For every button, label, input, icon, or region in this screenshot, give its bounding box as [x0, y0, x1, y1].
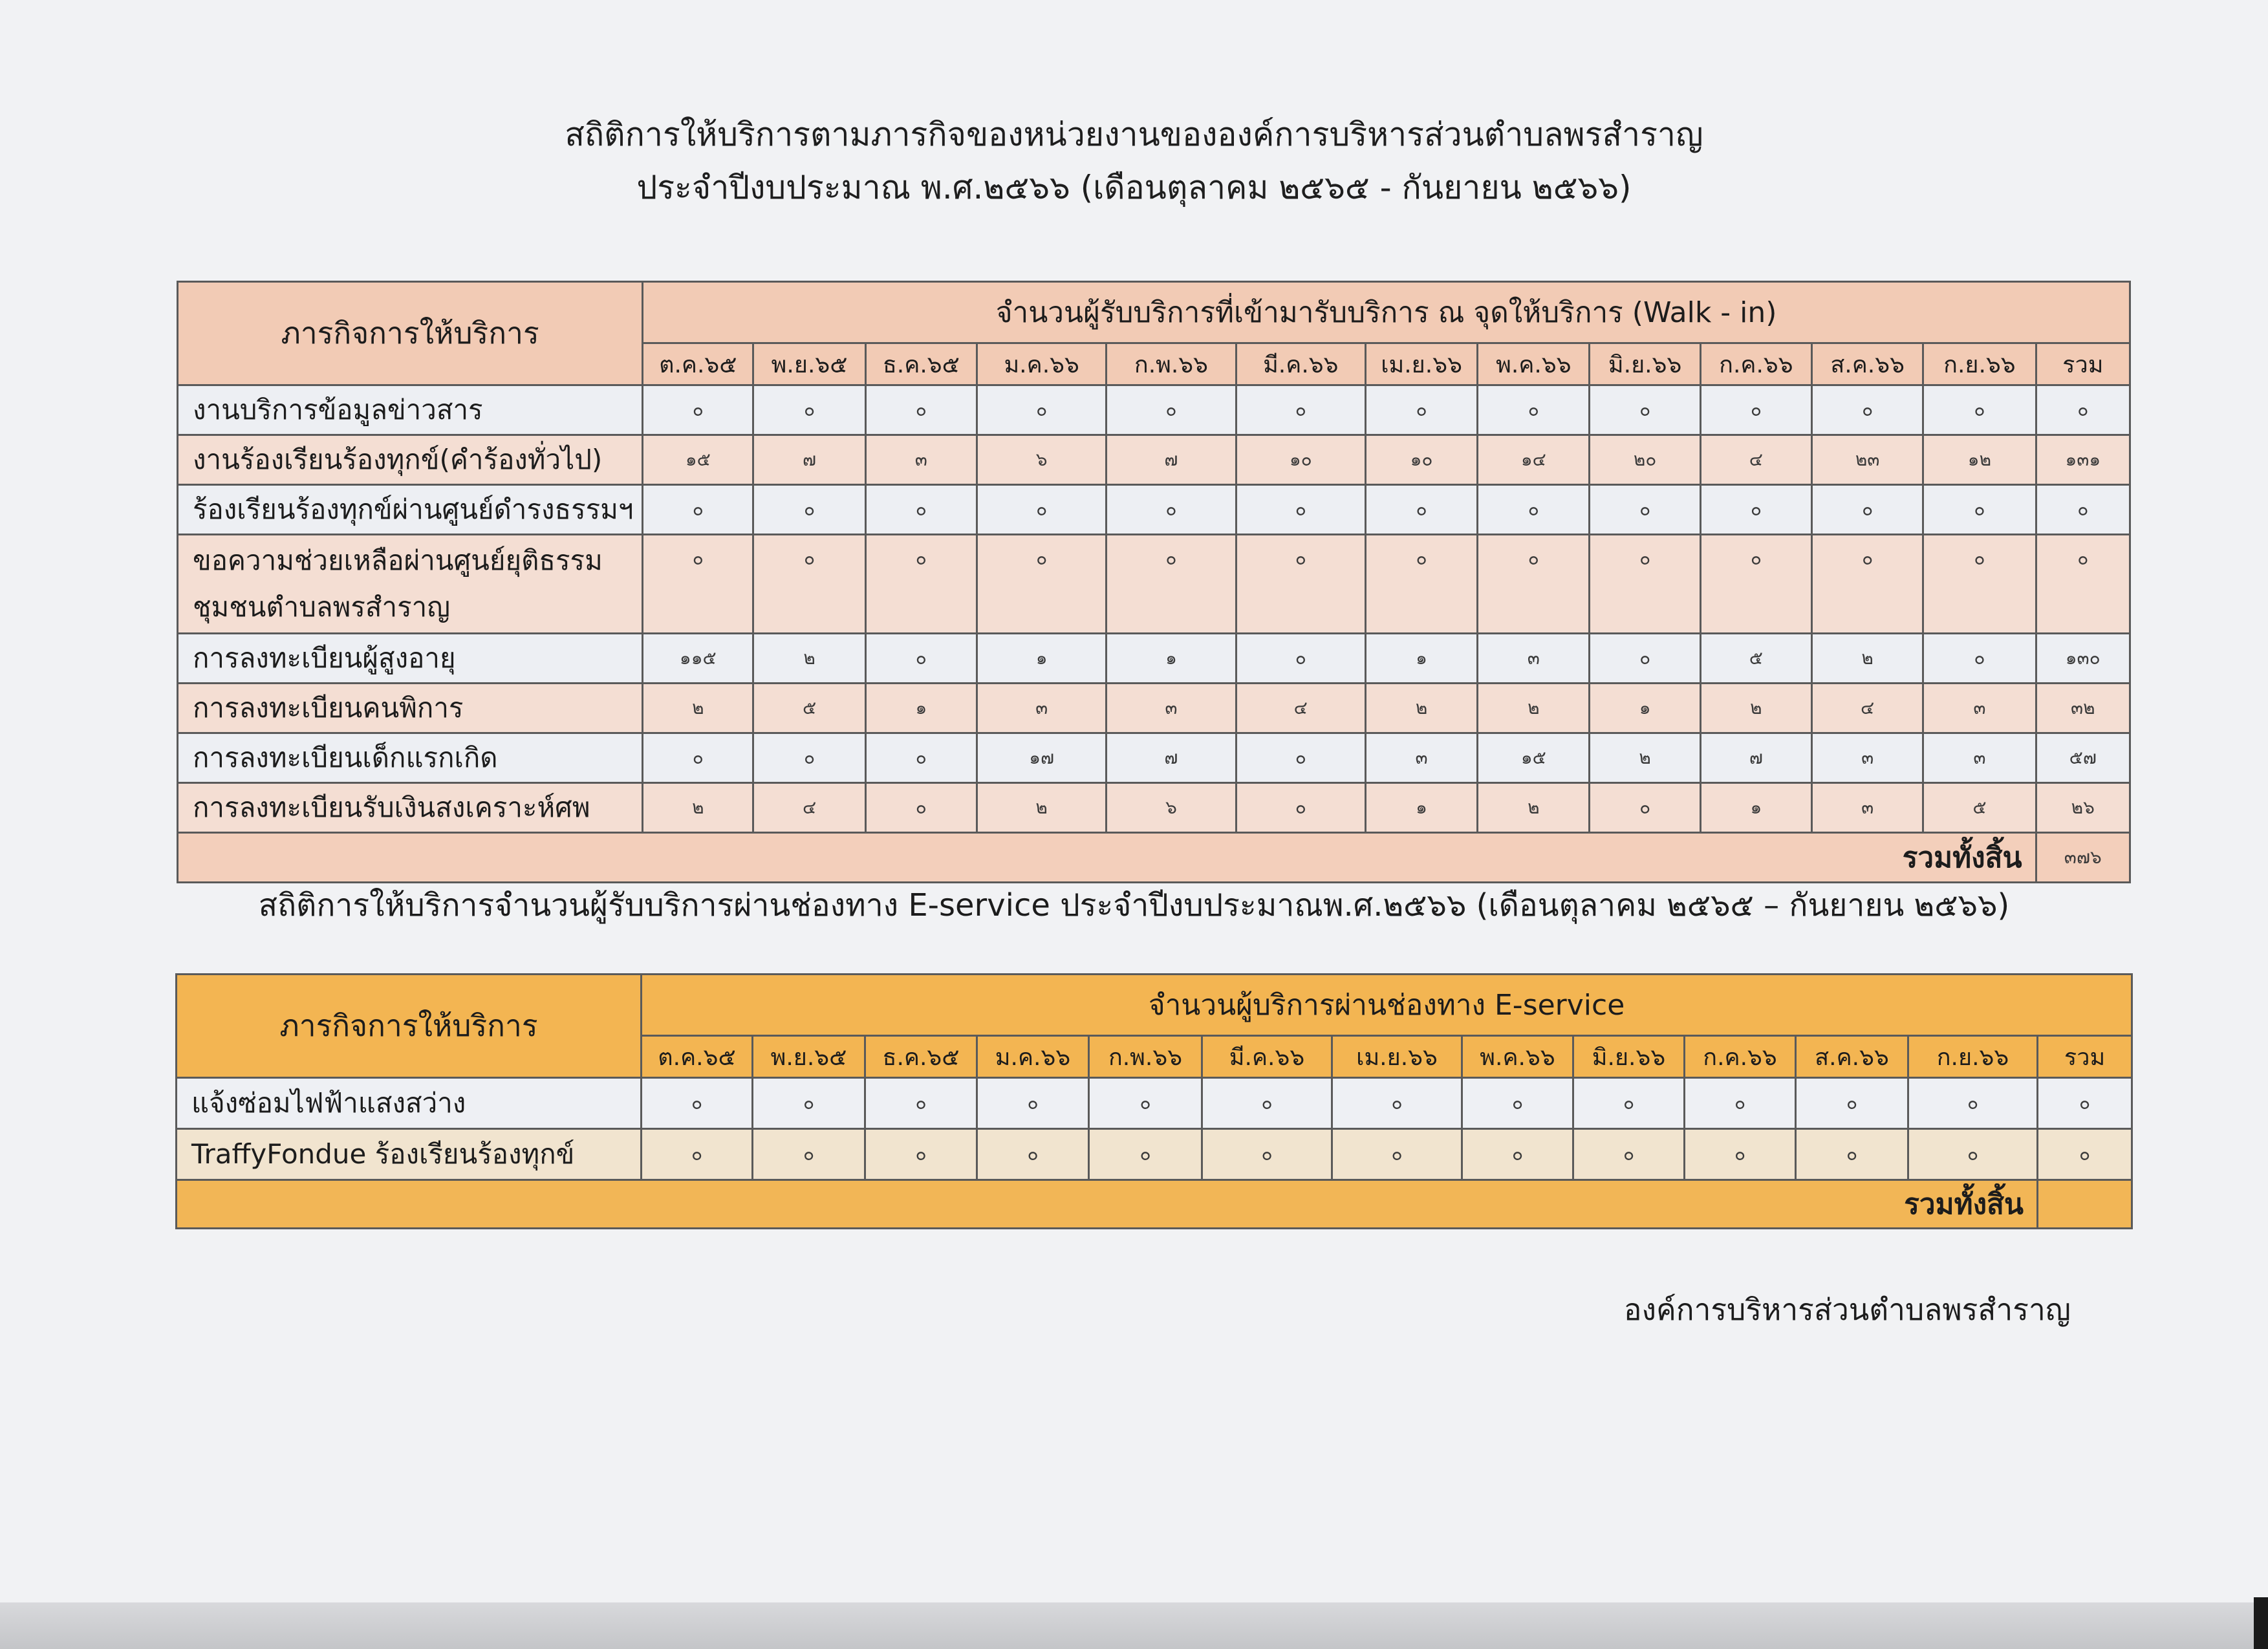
value-cell: ๐: [1202, 1129, 1332, 1180]
page-title: สถิติการให้บริการตามภารกิจของหน่วยงานขององค์การบริหารส่วนตำบลพรสำราญ: [565, 116, 1703, 153]
value-cell: ๐: [753, 1078, 865, 1129]
value-cell: ๐: [977, 385, 1106, 435]
month-header: พ.ย.๖๕: [753, 343, 865, 385]
month-header: เม.ย.๖๖: [1365, 343, 1477, 385]
value-cell: ๗: [1107, 435, 1236, 485]
value-cell: ๕: [1700, 634, 1811, 684]
table-row: [178, 435, 2130, 485]
value-cell: ๐: [1590, 385, 1700, 435]
value-cell: ๐: [1236, 485, 1365, 535]
value-cell: ๐: [1812, 485, 1923, 535]
value-cell: ๒: [1365, 684, 1477, 733]
value-cell: ๐: [1812, 535, 1923, 634]
value-cell: ๐: [1685, 1078, 1796, 1129]
value-cell: ๑: [1365, 634, 1477, 684]
total-value: ๓๗๖: [2036, 833, 2130, 883]
value-cell: ๐: [1332, 1129, 1462, 1180]
value-cell: ๐: [1923, 385, 2036, 435]
value-cell: ๒: [1812, 634, 1923, 684]
value-cell: ๒๓: [1812, 435, 1923, 485]
value-cell: ๐: [2036, 535, 2130, 634]
month-header: ม.ค.๖๖: [977, 1036, 1089, 1078]
value-cell: ๐: [753, 485, 865, 535]
value-cell: ๔: [1236, 684, 1365, 733]
value-cell: ๐: [865, 1078, 977, 1129]
value-cell: ๓: [1365, 733, 1477, 783]
value-cell: ๑: [1107, 634, 1236, 684]
value-cell: ๐: [1700, 485, 1811, 535]
row-label: การลงทะเบียนรับเงินสงเคราะห์ศพ: [178, 783, 643, 833]
total-label: รวมทั้งสิ้น: [177, 1180, 2038, 1229]
value-cell: ๐: [1107, 385, 1236, 435]
table-row: [178, 783, 2130, 833]
value-cell: ๔: [1812, 684, 1923, 733]
scan-edge-mark: [2254, 1597, 2268, 1649]
value-cell: ๑๒: [1923, 435, 2036, 485]
value-cell: ๒: [1478, 783, 1590, 833]
month-header: ก.พ.๖๖: [1089, 1036, 1202, 1078]
value-cell: ๒: [643, 783, 753, 833]
value-cell: ๑: [1590, 684, 1700, 733]
table-row: [178, 684, 2130, 733]
value-cell: ๐: [1478, 385, 1590, 435]
table-row: [178, 485, 2130, 535]
value-cell: ๑: [1700, 783, 1811, 833]
month-header: มิ.ย.๖๖: [1590, 343, 1700, 385]
scan-bottom-strip: [0, 1602, 2268, 1649]
value-cell: ๐: [865, 385, 977, 435]
value-cell: ๐: [865, 485, 977, 535]
value-cell: ๐: [1236, 783, 1365, 833]
value-cell: ๐: [1590, 485, 1700, 535]
value-cell: ๐: [1236, 733, 1365, 783]
value-cell: ๐: [1590, 783, 1700, 833]
table-row: [177, 1078, 2132, 1129]
organization-signature: องค์การบริหารส่วนตำบลพรสำราญ: [1623, 1292, 2071, 1327]
total-row: [178, 833, 2130, 883]
value-cell: ๒: [1700, 684, 1811, 733]
value-cell: ๖: [1107, 783, 1236, 833]
value-cell: ๒: [1478, 684, 1590, 733]
month-header: ต.ค.๖๕: [643, 343, 753, 385]
value-cell: ๐: [643, 733, 753, 783]
value-cell: ๐: [1700, 385, 1811, 435]
value-cell: ๐: [1365, 535, 1477, 634]
value-cell: ๐: [2038, 1129, 2132, 1180]
value-cell: ๐: [1908, 1129, 2038, 1180]
value-cell: ๐: [643, 485, 753, 535]
value-cell: ๔: [1700, 435, 1811, 485]
table-row: [178, 535, 2130, 634]
value-cell: ๑๐: [1365, 435, 1477, 485]
value-cell: ๒: [643, 684, 753, 733]
value-cell: ๐: [1462, 1078, 1573, 1129]
table-header-row: [178, 282, 2130, 343]
value-cell: ๓๒: [2036, 684, 2130, 733]
value-cell: ๐: [642, 1129, 753, 1180]
total-row: [177, 1180, 2132, 1229]
value-cell: ๓: [1812, 733, 1923, 783]
value-cell: ๐: [865, 535, 977, 634]
table-header-row: [177, 975, 2132, 1036]
value-cell: ๐: [1796, 1129, 1908, 1180]
row-label: การลงทะเบียนผู้สูงอายุ: [178, 634, 643, 684]
value-cell: ๐: [2038, 1078, 2132, 1129]
month-header: ส.ค.๖๖: [1796, 1036, 1908, 1078]
value-cell: ๐: [1923, 634, 2036, 684]
page-subtitle-fiscal-year: ประจำปีงบประมาณ พ.ศ.๒๕๖๖ (เดือนตุลาคม ๒๕๖๕ - กันยายน ๒๕๖๖): [636, 169, 1632, 206]
value-cell: ๐: [1908, 1078, 2038, 1129]
value-cell: ๐: [865, 783, 977, 833]
walkin-stats-table: [177, 281, 2131, 883]
value-cell: ๑๑๕: [643, 634, 753, 684]
month-header: ก.ค.๖๖: [1700, 343, 1811, 385]
month-header: ก.ค.๖๖: [1685, 1036, 1796, 1078]
value-cell: ๑: [977, 634, 1106, 684]
row-label: การลงทะเบียนเด็กแรกเกิด: [178, 733, 643, 783]
value-cell: ๐: [977, 1129, 1089, 1180]
month-header: พ.ค.๖๖: [1462, 1036, 1573, 1078]
value-cell: ๑๕: [1478, 733, 1590, 783]
value-cell: ๔: [753, 783, 865, 833]
month-header: รวม: [2038, 1036, 2132, 1078]
value-cell: ๐: [753, 535, 865, 634]
value-cell: ๗: [753, 435, 865, 485]
month-header: พ.ค.๖๖: [1478, 343, 1590, 385]
value-cell: ๑๐: [1236, 435, 1365, 485]
value-cell: ๗: [1107, 733, 1236, 783]
value-cell: ๐: [977, 535, 1106, 634]
value-cell: ๐: [1107, 535, 1236, 634]
value-cell: ๐: [865, 634, 977, 684]
task-column-header: ภารกิจการให้บริการ: [178, 282, 643, 385]
eservice-title: สถิติการให้บริการจำนวนผู้รับบริการผ่านช่องทาง E-service ประจำปีงบประมาณพ.ศ.๒๕๖๖ (เดือนตุลาคม ๒๕๖๕ – กันยายน ๒๕๖๖): [258, 887, 2010, 923]
month-header: ธ.ค.๖๕: [865, 1036, 977, 1078]
value-cell: ๕: [1923, 783, 2036, 833]
value-cell: ๓: [1812, 783, 1923, 833]
value-cell: ๐: [1236, 634, 1365, 684]
value-cell: ๐: [1812, 385, 1923, 435]
value-cell: ๐: [865, 1129, 977, 1180]
value-cell: ๑๔: [1478, 435, 1590, 485]
row-label: TraffyFondue ร้องเรียนร้องทุกข์: [177, 1129, 642, 1180]
value-cell: ๓: [1478, 634, 1590, 684]
value-cell: ๑๓๑: [2036, 435, 2130, 485]
month-header: ต.ค.๖๕: [642, 1036, 753, 1078]
value-cell: ๐: [1478, 485, 1590, 535]
month-header: ก.ย.๖๖: [1908, 1036, 2038, 1078]
value-cell: ๕๗: [2036, 733, 2130, 783]
value-cell: ๐: [753, 385, 865, 435]
value-cell: ๐: [2036, 385, 2130, 435]
value-cell: ๐: [753, 733, 865, 783]
value-cell: ๑๗: [977, 733, 1106, 783]
value-cell: ๐: [2036, 485, 2130, 535]
value-cell: ๑: [1365, 783, 1477, 833]
month-header: มี.ค.๖๖: [1202, 1036, 1332, 1078]
value-cell: ๐: [865, 733, 977, 783]
value-cell: ๐: [753, 1129, 865, 1180]
month-header: มี.ค.๖๖: [1236, 343, 1365, 385]
value-cell: ๓: [977, 684, 1106, 733]
value-cell: ๑: [865, 684, 977, 733]
value-cell: ๓: [1923, 733, 2036, 783]
table-row: [178, 385, 2130, 435]
month-header: รวม: [2036, 343, 2130, 385]
task-column-header: ภารกิจการให้บริการ: [177, 975, 642, 1078]
row-label: แจ้งซ่อมไฟฟ้าแสงสว่าง: [177, 1078, 642, 1129]
value-cell: ๐: [1590, 634, 1700, 684]
table-row: [177, 1129, 2132, 1180]
month-header: ก.พ.๖๖: [1107, 343, 1236, 385]
row-label-line: ชุมชนตำบลพรสำราญ: [193, 591, 451, 623]
value-cell: ๗: [1700, 733, 1811, 783]
value-cell: ๒: [1590, 733, 1700, 783]
value-cell: ๐: [643, 535, 753, 634]
value-cell: ๐: [977, 485, 1106, 535]
value-cell: ๐: [1236, 535, 1365, 634]
value-cell: ๐: [1573, 1078, 1685, 1129]
value-cell: ๐: [642, 1078, 753, 1129]
value-cell: ๐: [1089, 1129, 1202, 1180]
value-cell: ๐: [1089, 1078, 1202, 1129]
value-cell: ๐: [1365, 485, 1477, 535]
value-cell: ๐: [643, 385, 753, 435]
value-cell: ๑๓๐: [2036, 634, 2130, 684]
total-label: รวมทั้งสิ้น: [178, 833, 2036, 883]
value-cell: ๐: [1923, 485, 2036, 535]
month-header: ม.ค.๖๖: [977, 343, 1106, 385]
value-cell: ๒๐: [1590, 435, 1700, 485]
eservice-count-header: จำนวนผู้บริการผ่านช่องทาง E-service: [642, 975, 2132, 1036]
row-label: [178, 535, 643, 634]
value-cell: ๓: [1107, 684, 1236, 733]
value-cell: ๓: [865, 435, 977, 485]
value-cell: ๓: [1923, 684, 2036, 733]
row-label: ร้องเรียนร้องทุกข์ผ่านศูนย์ดำรงธรรมฯ: [178, 485, 643, 535]
value-cell: ๐: [1590, 535, 1700, 634]
table-row: [178, 733, 2130, 783]
value-cell: ๐: [1700, 535, 1811, 634]
eservice-stats-table: [175, 973, 2133, 1229]
row-label: งานบริการข้อมูลข่าวสาร: [178, 385, 643, 435]
value-cell: ๒: [753, 634, 865, 684]
value-cell: ๐: [1478, 535, 1590, 634]
value-cell: ๕: [753, 684, 865, 733]
month-header: ส.ค.๖๖: [1812, 343, 1923, 385]
value-cell: ๐: [977, 1078, 1089, 1129]
month-header: ก.ย.๖๖: [1923, 343, 2036, 385]
value-cell: ๐: [1202, 1078, 1332, 1129]
value-cell: ๐: [1923, 535, 2036, 634]
value-cell: ๑๕: [643, 435, 753, 485]
value-cell: ๐: [1107, 485, 1236, 535]
value-cell: ๐: [1573, 1129, 1685, 1180]
total-value: [2038, 1180, 2132, 1229]
month-header: มิ.ย.๖๖: [1573, 1036, 1685, 1078]
value-cell: ๖: [977, 435, 1106, 485]
month-header: ธ.ค.๖๕: [865, 343, 977, 385]
walkin-count-header: จำนวนผู้รับบริการที่เข้ามารับบริการ ณ จุดให้บริการ (Walk - in): [643, 282, 2130, 343]
month-header: เม.ย.๖๖: [1332, 1036, 1462, 1078]
month-header: พ.ย.๖๕: [753, 1036, 865, 1078]
row-label: งานร้องเรียนร้องทุกข์(คำร้องทั่วไป): [178, 435, 643, 485]
table-row: [178, 634, 2130, 684]
value-cell: ๐: [1796, 1078, 1908, 1129]
row-label-line: ขอความช่วยเหลือผ่านศูนย์ยุติธรรม: [193, 544, 603, 576]
value-cell: ๒: [977, 783, 1106, 833]
value-cell: ๐: [1365, 385, 1477, 435]
value-cell: ๐: [1332, 1078, 1462, 1129]
row-label: การลงทะเบียนคนพิการ: [178, 684, 643, 733]
value-cell: ๒๖: [2036, 783, 2130, 833]
value-cell: ๐: [1236, 385, 1365, 435]
value-cell: ๐: [1685, 1129, 1796, 1180]
value-cell: ๐: [1462, 1129, 1573, 1180]
